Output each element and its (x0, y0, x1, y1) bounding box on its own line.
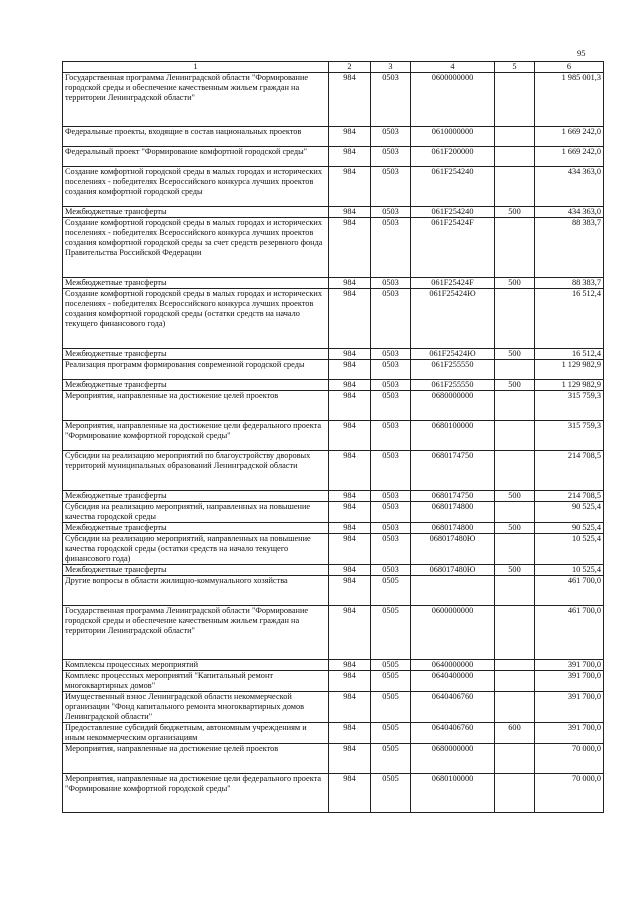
cell-rz: 0503 (371, 502, 411, 523)
table-row (63, 451, 604, 491)
cell-csr: 0680100000 (411, 421, 495, 451)
table-row (63, 380, 604, 391)
cell-ved: 984 (329, 360, 371, 380)
cell-csr: 0610000000 (411, 127, 495, 147)
cell-ved: 984 (329, 692, 371, 723)
cell-rz: 0503 (371, 127, 411, 147)
cell-ved: 984 (329, 523, 371, 534)
cell-vr (495, 147, 535, 167)
header-cell-2: 2 (329, 62, 371, 73)
cell-name: Государственная программа Ленинградской области "Формирование городской среды и обеспечение качественным жильем граждан на территории Ленинградской области" (63, 606, 329, 660)
cell-vr (495, 692, 535, 723)
cell-csr: 061F255550 (411, 360, 495, 380)
cell-rz: 0503 (371, 73, 411, 127)
cell-ved: 984 (329, 289, 371, 349)
cell-ved: 984 (329, 491, 371, 502)
cell-rz: 0503 (371, 421, 411, 451)
cell-name: Государственная программа Ленинградской области "Формирование городской среды и обеспечение качественным жильем граждан на территории Ленинградской области" (63, 73, 329, 127)
table-row (63, 278, 604, 289)
cell-rz: 0503 (371, 360, 411, 380)
cell-rz: 0505 (371, 774, 411, 813)
cell-name: Комплексы процессных мероприятий (63, 660, 329, 671)
cell-name: Другие вопросы в области жилищно-коммунального хозяйства (63, 576, 329, 606)
cell-csr: 0640400000 (411, 671, 495, 692)
cell-vr: 500 (495, 565, 535, 576)
table-row (63, 692, 604, 723)
table-row (63, 576, 604, 606)
cell-sum: 461 700,0 (535, 606, 604, 660)
cell-name: Мероприятия, направленные на достижение целей проектов (63, 744, 329, 774)
table-row (63, 723, 604, 744)
cell-ved: 984 (329, 218, 371, 278)
cell-csr: 0680000000 (411, 391, 495, 421)
cell-name: Межбюджетные трансферты (63, 349, 329, 360)
cell-vr (495, 671, 535, 692)
cell-sum: 16 512,4 (535, 289, 604, 349)
cell-name: Межбюджетные трансферты (63, 207, 329, 218)
cell-ved: 984 (329, 73, 371, 127)
table-row (63, 147, 604, 167)
budget-table (62, 61, 604, 813)
table-row (63, 218, 604, 278)
cell-name: Имущественный взнос Ленинградской области некоммерческой организации "Фонд капитального ремонта многоквартирных домов Ленинградской области" (63, 692, 329, 723)
cell-csr: 0680174750 (411, 491, 495, 502)
cell-sum: 70 000,0 (535, 774, 604, 813)
cell-name: Создание комфортной городской среды в малых городах и исторических поселениях - победителях Всероссийского конкурса лучших проектов создания комфортной городской среды за счет средств резервного фонда Правительства Российской Федерации (63, 218, 329, 278)
cell-vr (495, 774, 535, 813)
cell-csr: 0640406760 (411, 723, 495, 744)
cell-name: Создание комфортной городской среды в малых городах и исторических поселениях - победителях Всероссийского конкурса лучших проектов создания комфортной городской среды (63, 167, 329, 207)
table-row (63, 289, 604, 349)
cell-ved: 984 (329, 606, 371, 660)
cell-rz: 0503 (371, 491, 411, 502)
cell-csr: 0600000000 (411, 73, 495, 127)
cell-ved: 984 (329, 278, 371, 289)
table-row (63, 534, 604, 565)
header-cell-3: 3 (371, 62, 411, 73)
cell-rz: 0503 (371, 565, 411, 576)
cell-ved: 984 (329, 127, 371, 147)
cell-sum: 1 129 982,9 (535, 360, 604, 380)
cell-sum: 214 708,5 (535, 451, 604, 491)
cell-name: Федеральный проект "Формирование комфортной городской среды" (63, 147, 329, 167)
table-row (63, 523, 604, 534)
cell-name: Реализация программ формирования современной городской среды (63, 360, 329, 380)
cell-csr: 0640406760 (411, 692, 495, 723)
cell-csr (411, 576, 495, 606)
cell-rz: 0503 (371, 349, 411, 360)
cell-name: Комплекс процессных мероприятий "Капитальный ремонт многоквартирных домов" (63, 671, 329, 692)
cell-name: Мероприятия, направленные на достижение целей проектов (63, 391, 329, 421)
cell-vr (495, 576, 535, 606)
cell-name: Межбюджетные трансферты (63, 523, 329, 534)
cell-name: Федеральные проекты, входящие в состав национальных проектов (63, 127, 329, 147)
cell-csr: 061F25424F (411, 218, 495, 278)
cell-rz: 0503 (371, 207, 411, 218)
cell-vr: 500 (495, 207, 535, 218)
cell-vr (495, 360, 535, 380)
cell-csr: 0680174750 (411, 451, 495, 491)
cell-vr (495, 289, 535, 349)
cell-vr (495, 421, 535, 451)
cell-csr: 0680100000 (411, 774, 495, 813)
cell-sum: 88 383,7 (535, 278, 604, 289)
cell-name: Межбюджетные трансферты (63, 380, 329, 391)
page-number: 95 (577, 48, 586, 58)
header-row (63, 62, 604, 73)
cell-csr: 0680174800 (411, 502, 495, 523)
cell-ved: 984 (329, 391, 371, 421)
cell-vr (495, 534, 535, 565)
cell-sum: 214 708,5 (535, 491, 604, 502)
cell-vr (495, 660, 535, 671)
cell-rz: 0503 (371, 167, 411, 207)
cell-name: Субсидии на реализацию мероприятий, направленных на повышение качества городской среды (остатки средств на начало текущего финансового года) (63, 534, 329, 565)
table-row (63, 660, 604, 671)
cell-sum: 391 700,0 (535, 671, 604, 692)
table-row (63, 502, 604, 523)
cell-sum: 434 363,0 (535, 167, 604, 207)
cell-name: Создание комфортной городской среды в малых городах и исторических поселениях - победителях Всероссийского конкурса лучших проектов создания комфортной городской среды (остатки средств на начало текущего финансового года) (63, 289, 329, 349)
header-cell-6: 6 (535, 62, 604, 73)
cell-rz: 0503 (371, 380, 411, 391)
cell-vr (495, 606, 535, 660)
cell-rz: 0503 (371, 147, 411, 167)
cell-sum: 391 700,0 (535, 723, 604, 744)
cell-sum: 90 525,4 (535, 523, 604, 534)
cell-sum: 315 759,3 (535, 421, 604, 451)
cell-csr: 0680000000 (411, 744, 495, 774)
cell-ved: 984 (329, 147, 371, 167)
cell-rz: 0503 (371, 391, 411, 421)
cell-sum: 461 700,0 (535, 576, 604, 606)
cell-rz: 0503 (371, 218, 411, 278)
cell-vr: 500 (495, 349, 535, 360)
cell-sum: 90 525,4 (535, 502, 604, 523)
cell-csr: 061F25424F (411, 278, 495, 289)
cell-sum: 1 669 242,0 (535, 127, 604, 147)
cell-ved: 984 (329, 451, 371, 491)
cell-ved: 984 (329, 660, 371, 671)
cell-csr: 061F254240 (411, 167, 495, 207)
cell-sum: 16 512,4 (535, 349, 604, 360)
cell-vr (495, 73, 535, 127)
cell-sum: 434 363,0 (535, 207, 604, 218)
cell-ved: 984 (329, 421, 371, 451)
cell-vr (495, 167, 535, 207)
cell-name: Межбюджетные трансферты (63, 491, 329, 502)
table-row (63, 391, 604, 421)
table-row (63, 73, 604, 127)
cell-name: Предоставление субсидий бюджетным, автономным учреждениям и иным некоммерческим организациям (63, 723, 329, 744)
table-row (63, 774, 604, 813)
cell-sum: 10 525,4 (535, 565, 604, 576)
cell-ved: 984 (329, 534, 371, 565)
cell-sum: 1 129 982,9 (535, 380, 604, 391)
cell-sum: 10 525,4 (535, 534, 604, 565)
cell-rz: 0505 (371, 744, 411, 774)
cell-vr (495, 502, 535, 523)
cell-vr: 500 (495, 523, 535, 534)
cell-csr: 061F254240 (411, 207, 495, 218)
cell-ved: 984 (329, 207, 371, 218)
cell-csr: 061F25424Ю (411, 289, 495, 349)
cell-rz: 0505 (371, 671, 411, 692)
table-row (63, 349, 604, 360)
table-row (63, 744, 604, 774)
cell-name: Мероприятия, направленные на достижение цели федерального проекта "Формирование комфортной городской среды" (63, 774, 329, 813)
cell-sum: 1 669 242,0 (535, 147, 604, 167)
cell-vr (495, 127, 535, 147)
cell-name: Мероприятия, направленные на достижение цели федерального проекта "Формирование комфортной городской среды" (63, 421, 329, 451)
table-row (63, 167, 604, 207)
table-header (63, 62, 604, 73)
cell-sum: 70 000,0 (535, 744, 604, 774)
cell-ved: 984 (329, 502, 371, 523)
cell-vr (495, 218, 535, 278)
cell-rz: 0505 (371, 723, 411, 744)
cell-vr: 500 (495, 278, 535, 289)
cell-rz: 0503 (371, 451, 411, 491)
cell-ved: 984 (329, 723, 371, 744)
cell-vr: 500 (495, 491, 535, 502)
cell-sum: 315 759,3 (535, 391, 604, 421)
table-row (63, 127, 604, 147)
cell-vr: 500 (495, 380, 535, 391)
header-cell-1: 1 (63, 62, 329, 73)
cell-vr: 600 (495, 723, 535, 744)
cell-rz: 0503 (371, 534, 411, 565)
cell-csr: 0680174800 (411, 523, 495, 534)
table-row (63, 671, 604, 692)
cell-rz: 0503 (371, 523, 411, 534)
cell-csr: 061F200000 (411, 147, 495, 167)
cell-name: Межбюджетные трансферты (63, 565, 329, 576)
cell-ved: 984 (329, 671, 371, 692)
cell-rz: 0505 (371, 692, 411, 723)
table-row (63, 360, 604, 380)
cell-vr (495, 744, 535, 774)
table-row (63, 606, 604, 660)
cell-name: Субсидия на реализацию мероприятий, направленных на повышение качества городской среды (63, 502, 329, 523)
cell-csr: 068017480Ю (411, 565, 495, 576)
table-body (63, 73, 604, 813)
cell-csr: 061F25424Ю (411, 349, 495, 360)
cell-ved: 984 (329, 576, 371, 606)
cell-rz: 0505 (371, 660, 411, 671)
header-cell-5: 5 (495, 62, 535, 73)
table-row (63, 491, 604, 502)
cell-csr: 0640000000 (411, 660, 495, 671)
cell-csr: 068017480Ю (411, 534, 495, 565)
cell-sum: 1 985 001,3 (535, 73, 604, 127)
cell-rz: 0503 (371, 289, 411, 349)
cell-csr: 0600000000 (411, 606, 495, 660)
header-cell-4: 4 (411, 62, 495, 73)
cell-sum: 88 383,7 (535, 218, 604, 278)
table-row (63, 565, 604, 576)
cell-name: Субсидии на реализацию мероприятий по благоустройству дворовых территорий муниципальных образований Ленинградской области (63, 451, 329, 491)
cell-ved: 984 (329, 565, 371, 576)
cell-rz: 0505 (371, 606, 411, 660)
table-row (63, 421, 604, 451)
cell-csr: 061F255550 (411, 380, 495, 391)
cell-rz: 0503 (371, 278, 411, 289)
cell-name: Межбюджетные трансферты (63, 278, 329, 289)
cell-ved: 984 (329, 744, 371, 774)
cell-ved: 984 (329, 380, 371, 391)
cell-ved: 984 (329, 774, 371, 813)
cell-vr (495, 391, 535, 421)
cell-rz: 0505 (371, 576, 411, 606)
cell-sum: 391 700,0 (535, 692, 604, 723)
cell-ved: 984 (329, 167, 371, 207)
table-row (63, 207, 604, 218)
cell-vr (495, 451, 535, 491)
cell-sum: 391 700,0 (535, 660, 604, 671)
cell-ved: 984 (329, 349, 371, 360)
